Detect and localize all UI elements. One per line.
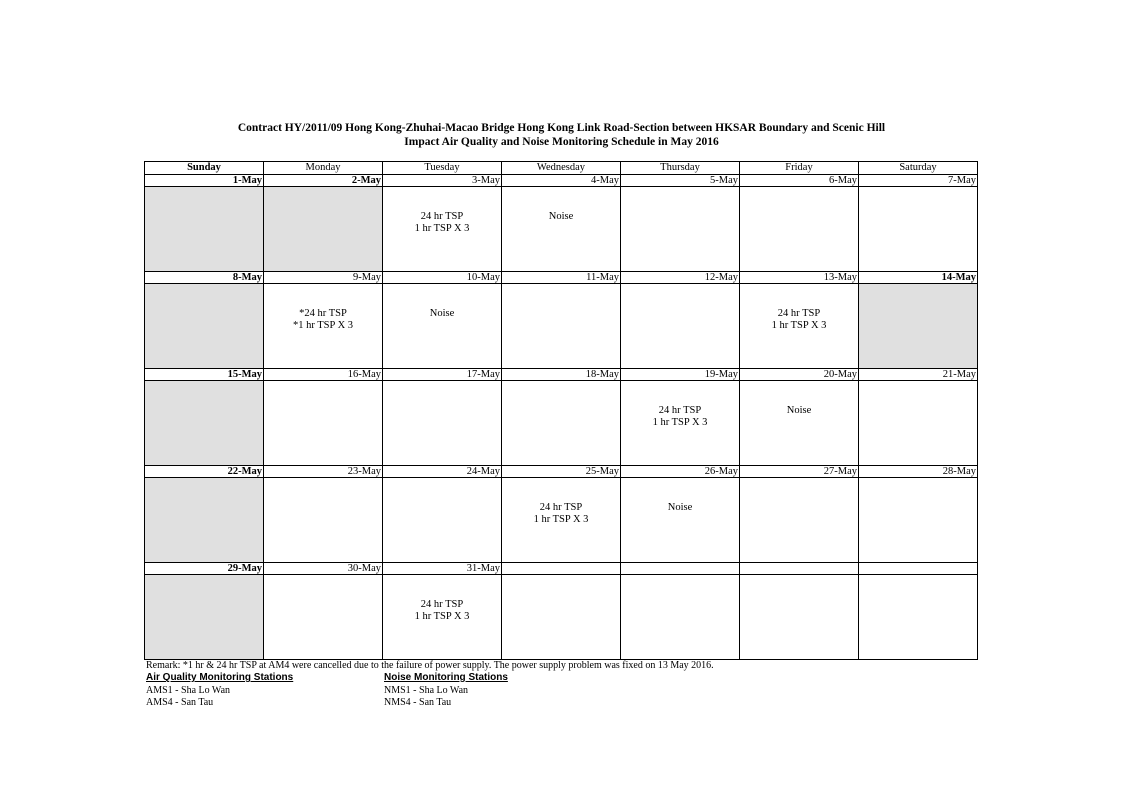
day-cell (859, 187, 978, 272)
monitoring-event: *24 hr TSP (299, 308, 347, 319)
day-cell (264, 381, 383, 466)
date-label: 4-May (502, 175, 621, 187)
date-label (740, 563, 859, 575)
date-row (145, 272, 978, 284)
date-label: 2-May (264, 175, 383, 187)
day-cells-row (145, 284, 978, 369)
day-cell (383, 381, 502, 466)
day-cell (264, 284, 383, 369)
air-station-item: AMS1 - Sha Lo Wan (146, 685, 231, 696)
monitoring-events (621, 405, 739, 429)
monitoring-event: 24 hr TSP (777, 308, 821, 319)
weekday-header-row (145, 162, 978, 175)
date-label: 27-May (740, 466, 859, 478)
remark-note: Remark: *1 hr & 24 hr TSP at AM4 were cancelled due to the failure of power supply. The power supply problem was fixed on 13 May 2016. (146, 660, 714, 671)
day-cell (502, 575, 621, 660)
date-label: 15-May (145, 369, 264, 381)
monitoring-events (383, 599, 501, 623)
day-cell (502, 284, 621, 369)
date-label: 26-May (621, 466, 740, 478)
monitoring-events (740, 405, 858, 417)
day-cell (621, 381, 740, 466)
date-label: 5-May (621, 175, 740, 187)
day-cells-row (145, 478, 978, 563)
date-label: 8-May (145, 272, 264, 284)
date-label: 23-May (264, 466, 383, 478)
date-label: 18-May (502, 369, 621, 381)
day-cell (740, 478, 859, 563)
weekday-header: Sunday (145, 162, 264, 175)
date-label: 13-May (740, 272, 859, 284)
day-cell (740, 187, 859, 272)
monitoring-event: Noise (667, 502, 693, 513)
day-cell (502, 381, 621, 466)
weekday-header: Saturday (859, 162, 978, 175)
date-label: 28-May (859, 466, 978, 478)
day-cell (621, 575, 740, 660)
monitoring-events (383, 308, 501, 320)
date-label: 31-May (383, 563, 502, 575)
day-cells-row (145, 575, 978, 660)
date-label: 1-May (145, 175, 264, 187)
day-cell (502, 187, 621, 272)
day-cell (383, 187, 502, 272)
date-label: 11-May (502, 272, 621, 284)
monitoring-events (740, 308, 858, 332)
monitoring-event: 24 hr TSP (420, 211, 464, 222)
date-label: 22-May (145, 466, 264, 478)
day-cell (740, 381, 859, 466)
date-label: 10-May (383, 272, 502, 284)
monitoring-events (621, 502, 739, 514)
day-cells-row (145, 187, 978, 272)
day-cell (621, 284, 740, 369)
day-cell (145, 575, 264, 660)
weekday-header: Tuesday (383, 162, 502, 175)
day-cell (264, 478, 383, 563)
calendar-body (145, 175, 978, 660)
monitoring-events (502, 502, 620, 526)
date-label: 29-May (145, 563, 264, 575)
monitoring-event: 1 hr TSP X 3 (771, 320, 827, 331)
monitoring-event: Noise (429, 308, 455, 319)
date-row (145, 563, 978, 575)
date-label (859, 563, 978, 575)
date-label: 7-May (859, 175, 978, 187)
day-cell (859, 284, 978, 369)
monitoring-event: 24 hr TSP (420, 599, 464, 610)
day-cell (740, 284, 859, 369)
weekday-header: Monday (264, 162, 383, 175)
monitoring-event: *1 hr TSP X 3 (292, 320, 354, 331)
day-cell (145, 187, 264, 272)
air-stations-heading: Air Quality Monitoring Stations (146, 672, 294, 683)
noise-station-item: NMS4 - San Tau (384, 697, 452, 708)
date-label: 25-May (502, 466, 621, 478)
date-label: 30-May (264, 563, 383, 575)
monitoring-event: 24 hr TSP (539, 502, 583, 513)
date-label (502, 563, 621, 575)
date-label: 19-May (621, 369, 740, 381)
monitoring-event: 24 hr TSP (658, 405, 702, 416)
day-cell (145, 284, 264, 369)
date-label: 14-May (859, 272, 978, 284)
monitoring-events (264, 308, 382, 332)
weekday-header: Thursday (621, 162, 740, 175)
air-station-item: AMS4 - San Tau (146, 697, 214, 708)
date-label: 3-May (383, 175, 502, 187)
day-cells-row (145, 381, 978, 466)
day-cell (264, 187, 383, 272)
monitoring-event: 1 hr TSP X 3 (652, 417, 708, 428)
day-cell (383, 478, 502, 563)
monitoring-event: Noise (548, 211, 574, 222)
schedule-title: Contract HY/2011/09 Hong Kong-Zhuhai-Macao Bridge Hong Kong Link Road-Section between HKSAR Boundary and Scenic Hill (237, 122, 886, 134)
monitoring-event: 1 hr TSP X 3 (414, 611, 470, 622)
monitoring-event: 1 hr TSP X 3 (414, 223, 470, 234)
day-cell (383, 284, 502, 369)
date-label: 12-May (621, 272, 740, 284)
monitoring-events (383, 211, 501, 235)
date-label: 24-May (383, 466, 502, 478)
date-label: 20-May (740, 369, 859, 381)
day-cell (859, 381, 978, 466)
date-label: 16-May (264, 369, 383, 381)
date-label (621, 563, 740, 575)
weekday-header: Friday (740, 162, 859, 175)
day-cell (859, 575, 978, 660)
noise-station-item: NMS1 - Sha Lo Wan (384, 685, 469, 696)
day-cell (621, 478, 740, 563)
day-cell (145, 478, 264, 563)
day-cell (145, 381, 264, 466)
monitoring-event: 1 hr TSP X 3 (533, 514, 589, 525)
day-cell (740, 575, 859, 660)
date-row (145, 466, 978, 478)
date-label: 21-May (859, 369, 978, 381)
date-label: 6-May (740, 175, 859, 187)
day-cell (859, 478, 978, 563)
day-cell (383, 575, 502, 660)
calendar-table (144, 161, 978, 660)
date-row (145, 369, 978, 381)
day-cell (264, 575, 383, 660)
monitoring-event: Noise (786, 405, 812, 416)
monitoring-events (502, 211, 620, 223)
schedule-subtitle: Impact Air Quality and Noise Monitoring Schedule in May 2016 (404, 136, 719, 148)
date-row (145, 175, 978, 187)
noise-stations-heading: Noise Monitoring Stations (384, 672, 508, 683)
date-label: 17-May (383, 369, 502, 381)
weekday-header: Wednesday (502, 162, 621, 175)
date-label: 9-May (264, 272, 383, 284)
day-cell (621, 187, 740, 272)
day-cell (502, 478, 621, 563)
